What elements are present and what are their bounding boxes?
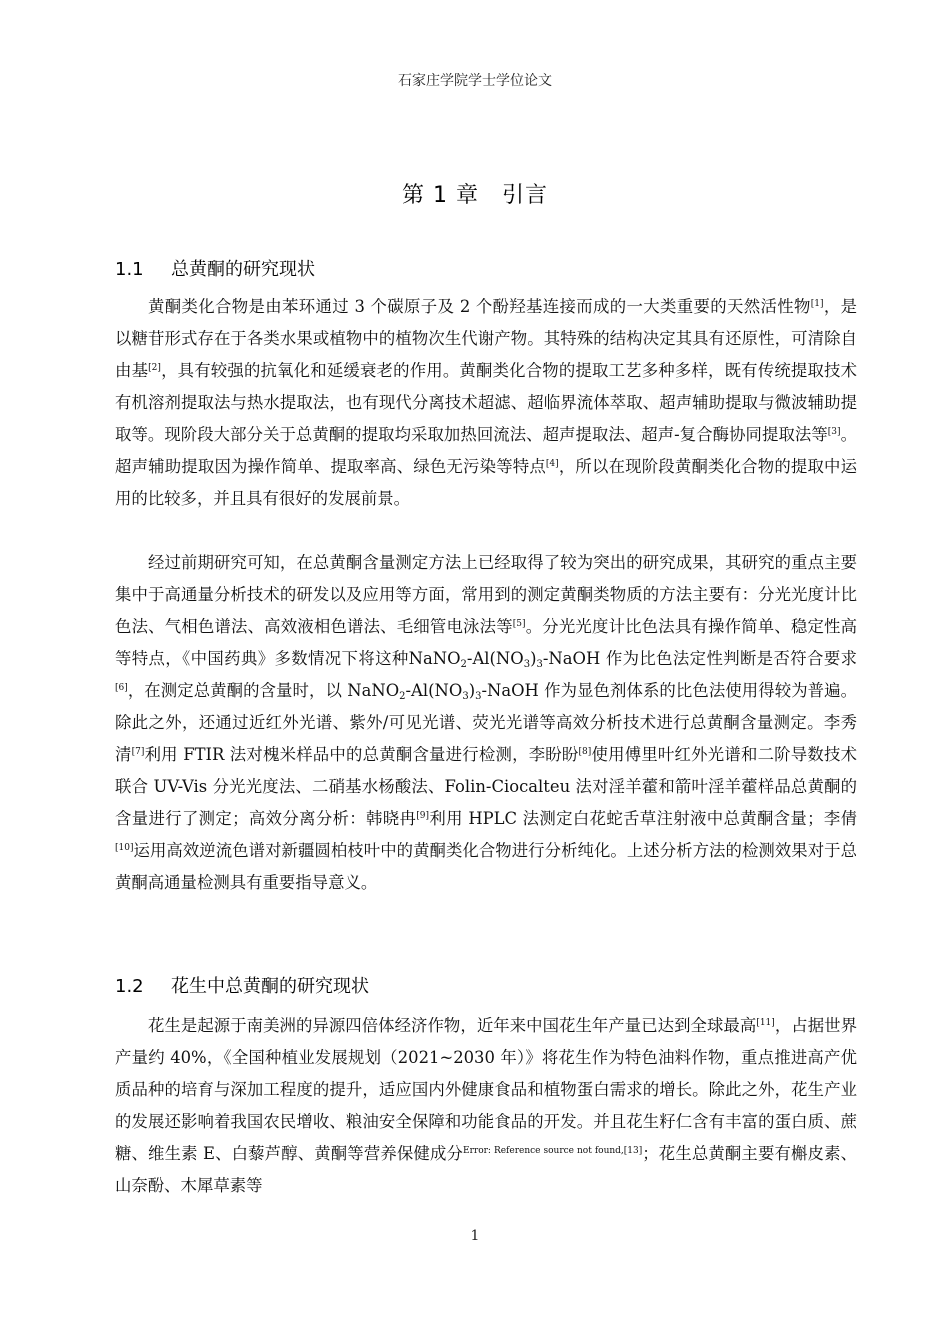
citation: [5] [512,619,526,629]
citation: [10] [115,843,134,853]
text-run: 。分光光度计比色法具有操作简单、稳定性高等特点，《中国药典》多数情况下将这种 [115,617,858,668]
citation-error: Error: Reference source not found,[13] [463,1146,643,1156]
paragraph-measurement-methods [115,547,857,899]
chemical-formula: $NaNO_2-Al(NO_3)_3$-NaOH [408,649,601,670]
section-number: 1.1 [115,259,144,280]
text-run: ，占据世界产量约 40%，《全国种植业发展规划（2021~2030 年）》将花生作为特色油料作物，重点推进高产优质品种的培育与深加工程度的提升，适应国内外健康食品和植物蛋白需求的增长。除此之外，花生产业的发展还影响着我国农民增收、粮油安全保障和功能食品的开发。并且花生籽仁含有丰富的蛋白质、蔗糖、维生素 E、白藜芦醇、黄酮等营养保健成分 [115,1016,858,1163]
citation: [2] [148,363,161,373]
section-heading-1-1 [115,255,835,281]
page-number: 1 [470,1228,480,1244]
text-run: ，在测定总黄酮的含量时，以 [127,681,348,700]
text-run: 使用傅里叶红外光谱和二阶导数技术联合 UV-Vis 分光光度法、二硝基水杨酸法、Folin-Ciocalteu 法对淫羊藿和箭叶淫羊藿样品总黄酮的含量进行了测定；高效分离分析：韩晓冉 [115,745,858,828]
text-run: 经过前期研究可知，在总黄酮含量测定方法上已经取得了较为突出的研究成果，其研究的重点主要集中于高通量分析技术的研发以及应用等方面，常用到的测定黄酮类物质的方法主要有：分光光度计比色法、气相色谱法、高效液相色谱法、毛细管电泳法等 [115,553,857,636]
chemical-formula: $NaNO_2-Al(NO_3)_3$-NaOH [347,681,539,702]
citation: [3] [827,427,841,437]
citation: [4] [545,459,559,469]
running-header: 石家庄学院学士学位论文 [398,73,552,89]
text-run: 作为比色法定性判断是否符合要求 [600,649,857,668]
text-run: 。超声辅助提取因为操作简单、提取率高、绿色无污染等特点 [115,425,857,476]
section-heading-1-2 [115,972,835,998]
section-title: 花生中总黄酮的研究现状 [171,976,369,997]
text-run: ，具有较强的抗氧化和延缓衰老的作用。黄酮类化合物的提取工艺多种多样，既有传统提取技术有机溶剂提取法与热水提取法，也有现代分离技术超滤、超临界流体萃取、超声辅助提取与微波辅助提取等。现阶段大部分关于总黄酮的提取均采取加热回流法、超声提取法、超声-复合酶协同提取法等 [115,361,858,444]
text-run: ，是以糖苷形式存在于各类水果或植物中的植物次生代谢产物。其特殊的结构决定其具有还原性，可清除自由基 [115,297,857,380]
section-title: 总黄酮的研究现状 [171,259,315,280]
citation: [9] [416,811,429,821]
text-run: 利用 HPLC 法测定白花蛇舌草注射液中总黄酮含量；李倩 [428,809,858,828]
section-number: 1.2 [115,976,144,997]
citation: [11] [756,1018,775,1028]
paragraph-peanut-flavonoids [115,1010,857,1202]
text-run: 利用 FTIR 法对槐米样品中的总黄酮含量进行检测，李盼盼 [144,745,579,764]
text-run: 作为显色剂体系的比色法使用得较为普遍。除此之外，还通过近红外光谱、紫外/可见光谱、荧光光谱等高效分析技术进行总黄酮含量测定。李秀清 [115,681,857,764]
text-run: ；花生总黄酮主要有槲皮素、山奈酚、木犀草素等 [115,1144,857,1195]
chapter-title: 第 1 章 引言 [402,183,548,208]
paragraph-flavonoid-intro [115,291,857,515]
citation: [6] [115,683,128,693]
text-run: 花生是起源于南美洲的异源四倍体经济作物，近年来中国花生年产量已达到全球最高 [148,1016,757,1035]
text-run: 运用高效逆流色谱对新疆圆柏枝叶中的黄酮类化合物进行分析纯化。上述分析方法的检测效果对于总黄酮高通量检测具有重要指导意义。 [115,841,857,892]
citation: [8] [578,747,592,757]
citation: [1] [810,299,824,309]
text-run: 黄酮类化合物是由苯环通过 3 个碳原子及 2 个酚羟基连接而成的一大类重要的天然活性物 [148,297,811,316]
text-run: ，所以在现阶段黄酮类化合物的提取中运用的比较多，并且具有很好的发展前景。 [115,457,858,508]
citation: [7] [131,747,145,757]
